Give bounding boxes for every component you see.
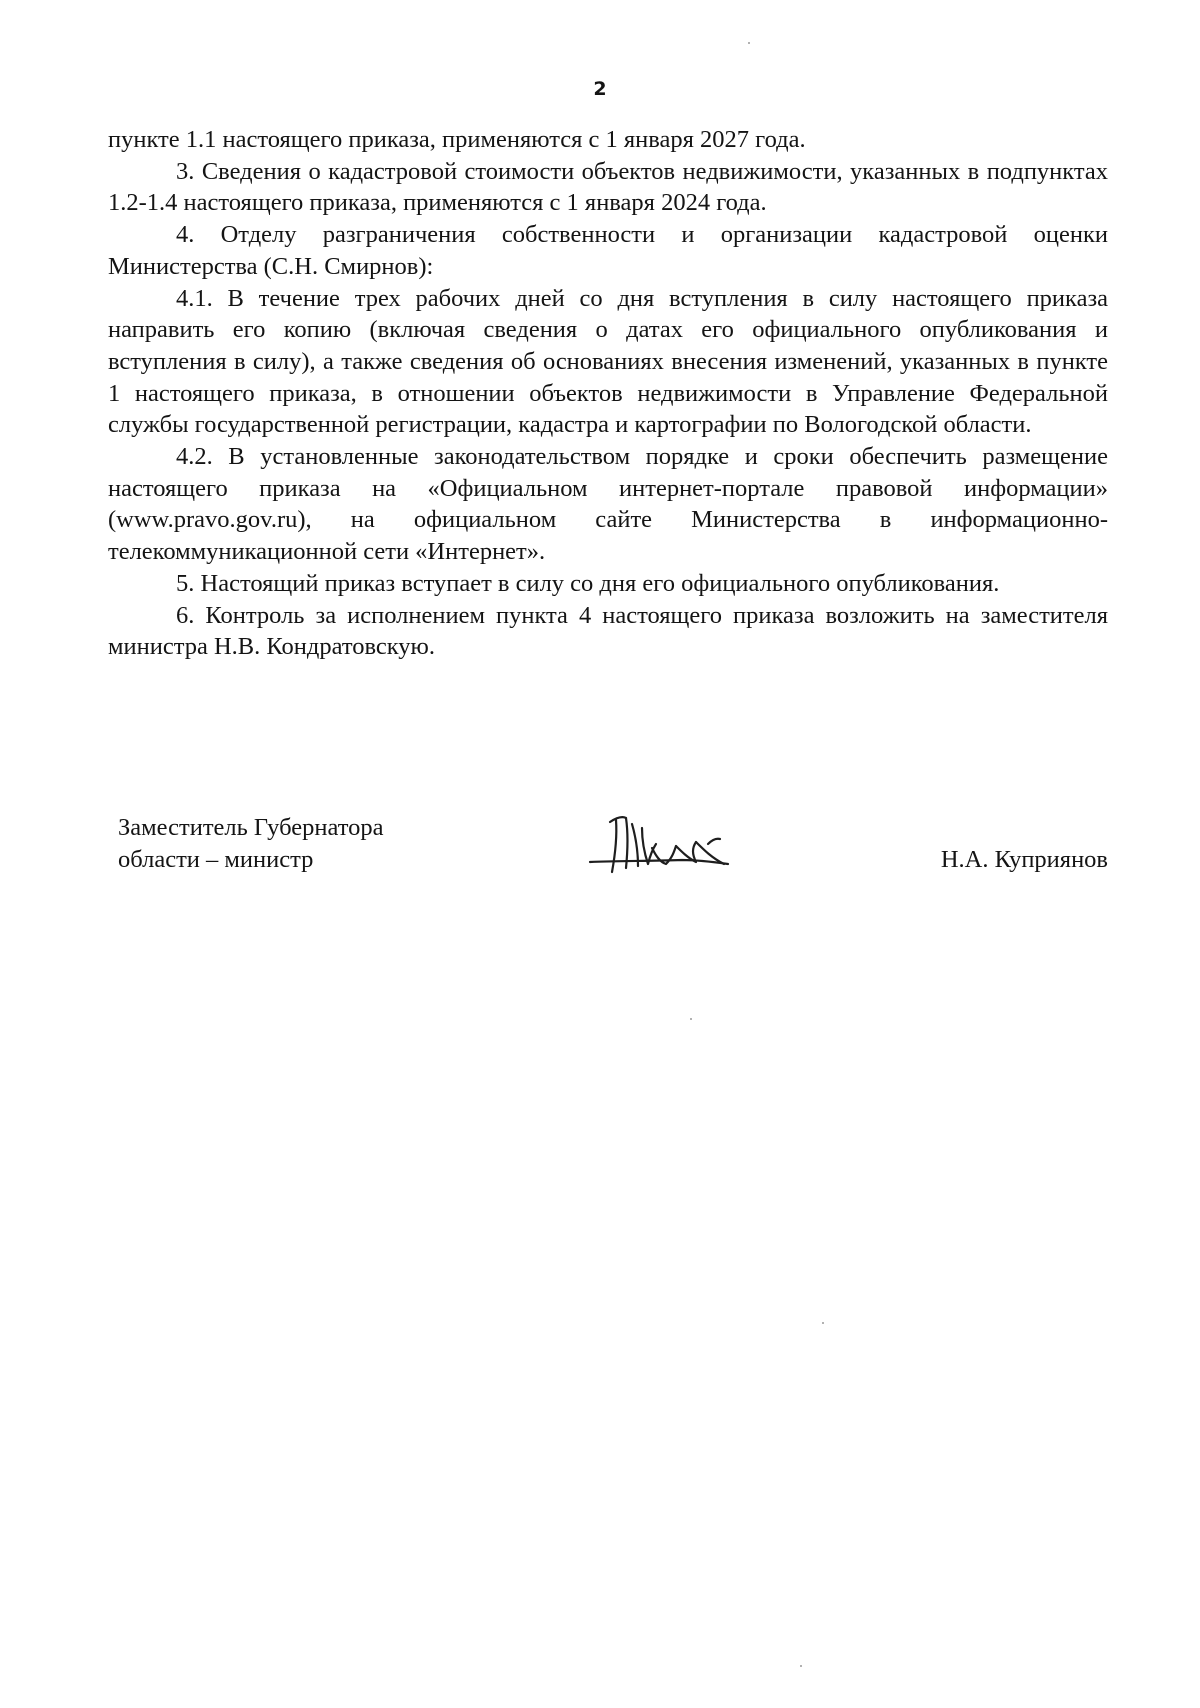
signatory-position-line-2: области – министр [118, 845, 314, 873]
paragraph-item-5: 5. Настоящий приказ вступает в силу со дня его официального опубликования. [176, 569, 1000, 597]
scan-speck [690, 1018, 692, 1020]
scan-speck [748, 42, 750, 44]
handwritten-signature-icon [586, 804, 736, 894]
page-number: 2 [593, 78, 607, 100]
paragraph-item-4-1: 4.1. В течение трех рабочих дней со дня вступления в силу настоящего приказа направить его копию (включая сведения о датах его официального опубликования и вступления в силу), а также сведения об основаниях внесения изменений, указанных в пункте 1 настоящего приказа, в отношении объектов недвижимости в Управление Федеральной службы государственной регистрации, кадастра и картографии по Вологодской области. [108, 284, 1108, 439]
paragraph-item-6: 6. Контроль за исполнением пункта 4 настоящего приказа возложить на заместителя министра Н.В. Кондратовскую. [108, 601, 1108, 661]
signature-block [118, 812, 1108, 902]
paragraph-item-4: 4. Отделу разграничения собственности и организации кадастровой оценки Министерства (С.Н. Смирнов): [108, 221, 1108, 280]
document-body [108, 124, 1108, 663]
signatory-name: Н.А. Куприянов [940, 846, 1108, 873]
signatory-position [118, 812, 383, 875]
paragraph-item-4-2: 4.2. В установленные законодательством порядке и сроки обеспечить размещение настоящего приказа на «Официальном интернет-портале правовой информации» (www.pravo.gov.ru), на официальном сайте Министерства в информационно-телекоммуникационной сети «Интернет». [108, 443, 1108, 566]
paragraph-continuation: пункте 1.1 настоящего приказа, применяются с 1 января 2027 года. [108, 126, 806, 153]
paragraph-item-3: 3. Сведения о кадастровой стоимости объектов недвижимости, указанных в подпунктах 1.2-1.4 настоящего приказа, применяются с 1 января 2024 года. [108, 157, 1108, 217]
signatory-position-line-1: Заместитель Губернатора [118, 814, 384, 841]
scan-speck [822, 1322, 824, 1324]
scan-speck [800, 1665, 802, 1667]
